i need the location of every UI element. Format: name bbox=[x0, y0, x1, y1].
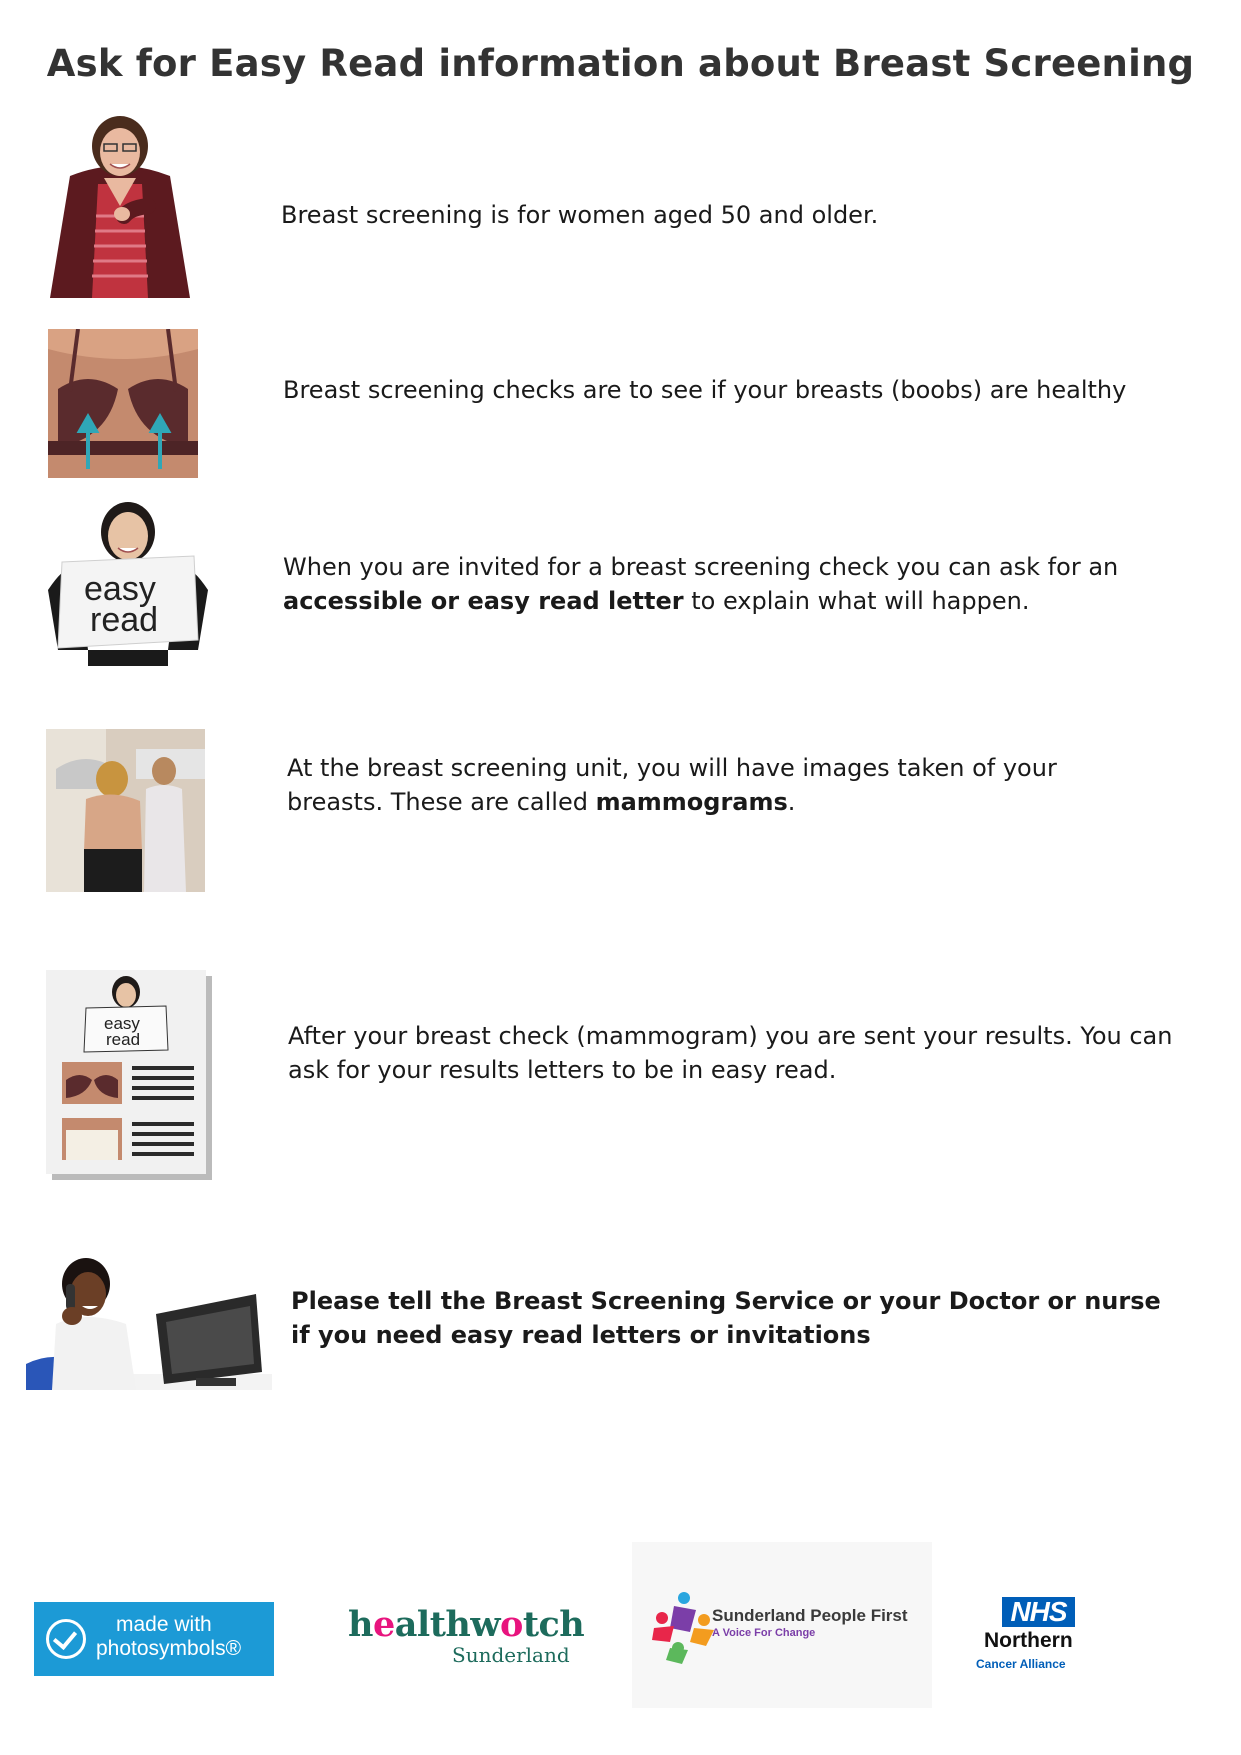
breasts-photo bbox=[48, 329, 198, 478]
row-4-text-post: . bbox=[787, 788, 796, 816]
spf-tag: A Voice For Change bbox=[712, 1627, 816, 1639]
row-2-text: Breast screening checks are to see if your breasts (boobs) are healthy bbox=[283, 376, 1127, 404]
mammogram-photo bbox=[46, 729, 205, 892]
row-1-text: Breast screening is for women aged 50 and older. bbox=[281, 201, 879, 229]
nhs-northern: Northern bbox=[984, 1629, 1073, 1652]
photosymbols-line1: made with bbox=[116, 1613, 212, 1636]
row-4-text-bold: mammograms bbox=[595, 788, 788, 816]
row-3-text-bold: accessible or easy read letter bbox=[283, 587, 684, 615]
easy-read-small-line2: read bbox=[106, 1030, 141, 1049]
healthwatch-e: e bbox=[372, 1604, 395, 1645]
healthwatch-sub: Sunderland bbox=[452, 1643, 570, 1667]
row-3-text-post: to explain what will happen. bbox=[683, 587, 1030, 615]
phone-call-photo bbox=[26, 1254, 272, 1390]
healthwatch-logo bbox=[348, 1604, 584, 1645]
easy-read-small-line1: easy bbox=[104, 1014, 140, 1033]
row-5-text: After your breast check (mammogram) you are sent your results. You can ask for your results letters to be in easy read. bbox=[288, 1022, 1173, 1084]
nhs-cancer-alliance: Cancer Alliance bbox=[976, 1657, 1066, 1671]
photosymbols-line2: photosymbols® bbox=[96, 1637, 242, 1660]
check-circle-icon bbox=[46, 1619, 86, 1659]
healthwatch-althw: althw bbox=[394, 1604, 500, 1645]
easy-read-sign-line1: easy bbox=[84, 570, 156, 608]
healthwatch-tch: tch bbox=[522, 1604, 585, 1645]
nhs-logo: NHS bbox=[1002, 1597, 1075, 1627]
easy-read-sign-line2: read bbox=[90, 601, 159, 639]
row-4-text-pre: At the breast screening unit, you will have images taken of your breasts. These are called bbox=[287, 754, 1057, 816]
woman-photo bbox=[40, 116, 200, 298]
row-6-text: Please tell the Breast Screening Service or your Doctor or nurse if you need easy read letters or invitations bbox=[291, 1287, 1161, 1349]
easy-read-sign-photo bbox=[48, 500, 208, 666]
healthwatch-o: o bbox=[499, 1604, 523, 1645]
page-title: Ask for Easy Read information about Breast Screening bbox=[46, 42, 1195, 85]
results-letter-image bbox=[46, 970, 214, 1180]
healthwatch-h: h bbox=[348, 1604, 373, 1645]
spf-name: Sunderland People First bbox=[712, 1606, 908, 1625]
row-4-text bbox=[287, 751, 1147, 819]
row-3-text bbox=[283, 550, 1183, 618]
photosymbols-logo bbox=[34, 1602, 274, 1676]
row-3-text-pre: When you are invited for a breast screening check you can ask for an bbox=[283, 553, 1119, 581]
